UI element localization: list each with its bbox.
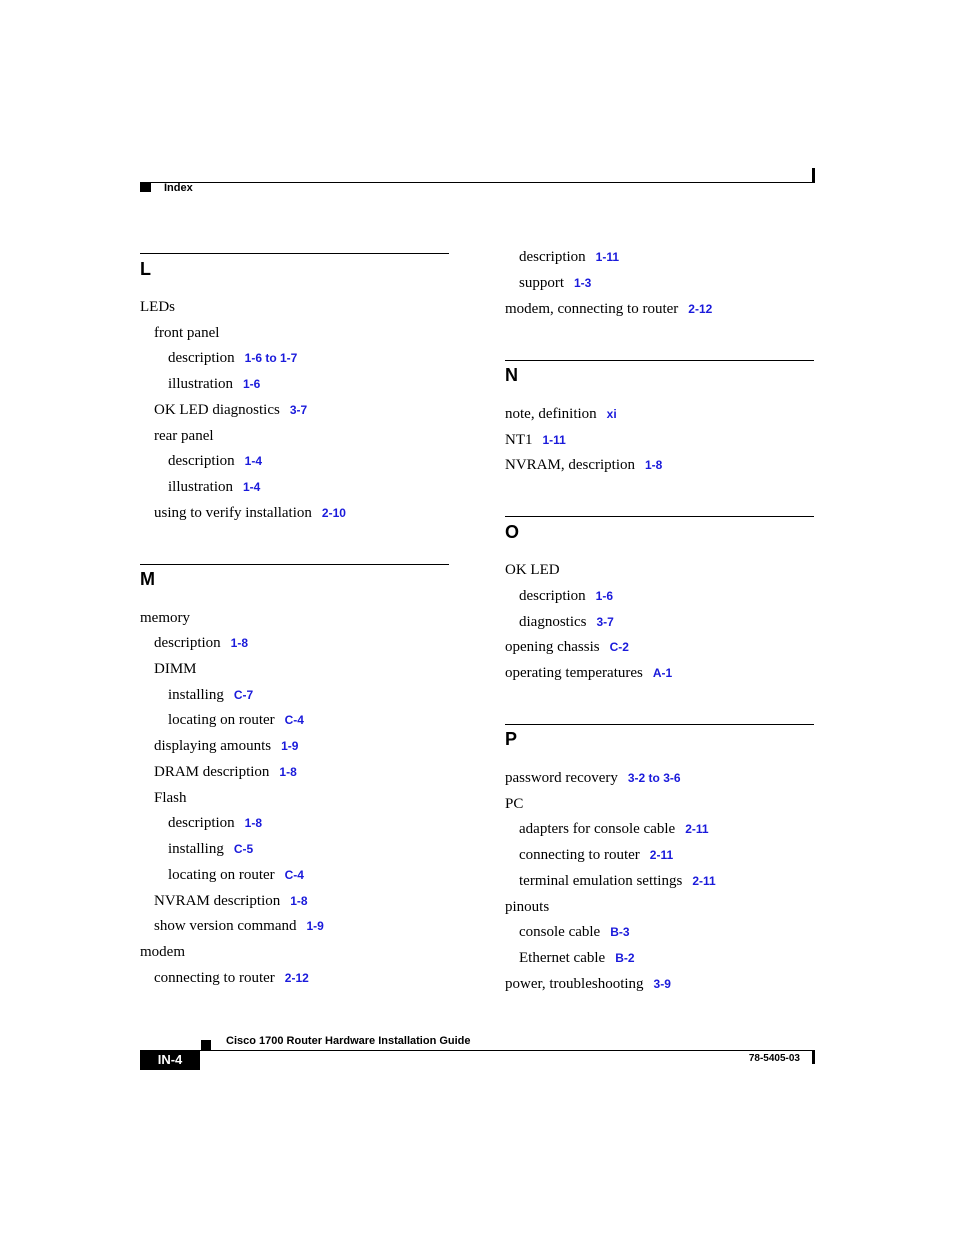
index-entry: OK LED [505,562,560,578]
page-ref-link[interactable]: 2-11 [685,822,709,836]
index-entry: connecting to router 2-12 [154,970,309,986]
page-ref-link[interactable]: 3-7 [596,615,614,629]
index-entry: support 1-3 [519,275,592,291]
index-entry: Ethernet cable B-2 [519,950,635,966]
index-entry: operating temperatures A-1 [505,665,673,681]
index-entry: front panel [154,325,220,341]
section-letter-m: M [140,569,155,589]
page-ref-link[interactable]: C-7 [233,688,254,702]
page-ref-link[interactable]: 1-11 [542,433,566,447]
page-number: IN-4 [140,1050,200,1070]
page-ref-link[interactable]: 1-6 to 1-7 [244,351,298,365]
page-ref-link[interactable]: 1-8 [290,894,308,908]
section-letter-p: P [505,729,518,749]
index-entry: DRAM description 1-8 [154,764,297,780]
page-ref-link[interactable]: B-2 [615,951,635,965]
page-ref-link[interactable]: 1-3 [574,276,592,290]
index-entry: description 1-6 [519,588,613,604]
page-ref-link[interactable]: 1-11 [595,250,620,264]
index-entry: NT1 1-11 [505,432,566,448]
section-letter-o: O [505,522,520,542]
index-entry: description 1-8 [154,635,248,651]
index-entry: LEDs [140,299,175,315]
index-entry: password recovery 3-2 to 3-6 [505,770,681,786]
index-entry: locating on router C-4 [168,712,304,728]
footer-bar [812,1050,815,1064]
page-ref-link[interactable]: 1-6 [595,589,613,603]
index-entry: NVRAM, description 1-8 [505,457,663,473]
page-ref-link[interactable]: 1-6 [243,377,261,391]
index-entry: description 1-6 to 1-7 [168,350,298,366]
page-ref-link[interactable]: 3-9 [653,977,671,991]
index-entry: Flash [154,790,187,806]
index-entry: terminal emulation settings 2-11 [519,873,716,889]
index-entry: console cable B-3 [519,924,630,940]
index-entry: installing C-7 [168,687,254,703]
page-ref-link[interactable]: 1-9 [281,739,299,753]
page-ref-link[interactable]: 1-8 [230,636,248,650]
footer-rule [140,1050,815,1051]
index-entry: modem [140,944,185,960]
page-ref-link[interactable]: 2-12 [284,971,309,985]
index-entry: power, troubleshooting 3-9 [505,976,671,992]
page-ref-link[interactable]: 3-7 [289,403,308,417]
page-ref-link[interactable]: 1-8 [244,816,262,830]
index-entry: memory [140,610,190,626]
index-entry: rear panel [154,428,214,444]
page-ref-link[interactable]: 1-4 [244,454,262,468]
page-ref-link[interactable]: 2-11 [649,848,674,862]
page-ref-link[interactable]: C-4 [284,713,304,727]
page-ref-link[interactable]: C-5 [233,842,254,856]
page-ref-link[interactable]: 2-12 [688,302,713,316]
footer-marker [201,1040,211,1050]
index-entry: illustration 1-4 [168,479,261,495]
section-letter-l: L [140,259,151,279]
index-entry: PC [505,796,524,812]
section-rule-o [505,516,814,517]
index-entry: DIMM [154,661,197,677]
section-rule-l [140,253,449,254]
header-section-title: Index [164,182,193,194]
index-entry: NVRAM description 1-8 [154,893,308,909]
footer-guide-title: Cisco 1700 Router Hardware Installation Guide [226,1035,471,1047]
section-rule-n [505,360,814,361]
page-ref-link[interactable]: 2-11 [692,874,716,888]
header-rule [140,182,815,183]
index-entry: opening chassis C-2 [505,639,629,655]
index-entry: show version command 1-9 [154,918,324,934]
page-ref-link[interactable]: 1-8 [645,458,663,472]
index-entry: modem, connecting to router 2-12 [505,301,713,317]
page-ref-link[interactable]: B-3 [610,925,630,939]
header-bar [812,168,815,183]
index-entry: using to verify installation 2-10 [154,505,346,521]
page-ref-link[interactable]: 1-9 [306,919,324,933]
index-entry: connecting to router 2-11 [519,847,674,863]
index-entry: pinouts [505,899,550,915]
page-ref-link[interactable]: C-2 [609,640,629,654]
page-ref-link[interactable]: 2-10 [321,506,346,520]
header-marker [140,183,151,192]
section-rule-m [140,564,449,565]
page-ref-link[interactable]: A-1 [652,666,673,680]
section-rule-p [505,724,814,725]
index-entry: installing C-5 [168,841,254,857]
index-entry: OK LED diagnostics 3-7 [154,402,308,418]
index-entry: diagnostics 3-7 [519,614,614,630]
page-ref-link[interactable]: xi [606,407,617,421]
page-ref-link[interactable]: 3-2 to 3-6 [627,771,681,785]
page-ref-link[interactable]: 1-8 [279,765,297,779]
index-entry: adapters for console cable 2-11 [519,821,709,837]
index-entry: description 1-4 [168,453,262,469]
index-entry: description 1-8 [168,815,262,831]
page-ref-link[interactable]: 1-4 [243,480,261,494]
page-ref-link[interactable]: C-4 [284,868,304,882]
index-entry: displaying amounts 1-9 [154,738,299,754]
section-letter-n: N [505,365,518,385]
index-entry: locating on router C-4 [168,867,304,883]
index-entry: illustration 1-6 [168,376,261,392]
index-entry: description 1-11 [519,249,620,265]
index-entry: note, definition xi [505,406,617,422]
document-number: 78-5405-03 [748,1053,800,1064]
